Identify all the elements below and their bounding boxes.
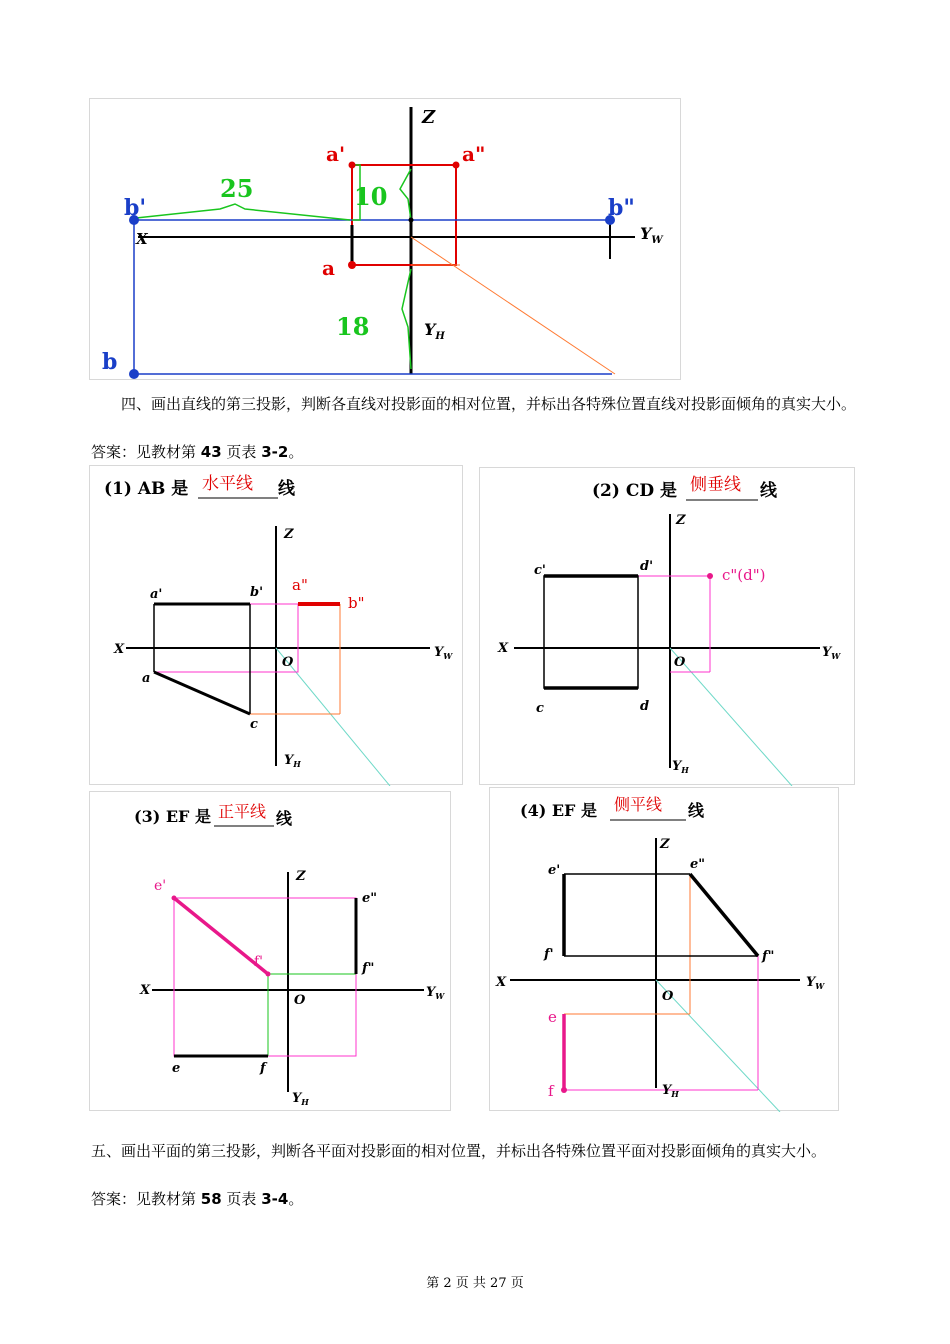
dim-10: 10 — [354, 182, 388, 211]
dim-18: 18 — [336, 312, 370, 341]
label-e: e — [172, 1061, 181, 1076]
axis-z-label: Z — [660, 837, 670, 852]
panel-4-answer: 侧平线 — [614, 795, 663, 814]
page-footer: 第 2 页 共 27 页 — [426, 1276, 524, 1291]
label-f2: f" — [762, 949, 775, 964]
axis-z-label: Z — [296, 869, 306, 884]
figure-projection-ab — [89, 98, 681, 380]
panel-1-answer: 水平线 — [202, 474, 253, 494]
label-f1: f' — [254, 954, 264, 970]
origin-label: O — [282, 655, 294, 670]
panel-2-prefix: (2) CD 是 — [592, 481, 678, 501]
panel-4-suffix: 线 — [688, 801, 705, 820]
label-e1: e' — [548, 863, 561, 878]
panel-3-answer: 正平线 — [218, 802, 267, 821]
section4-answer: 答案：见教材第 43 页表 3-2。 — [91, 443, 304, 461]
section4-text: 四、画出直线的第三投影，判断各直线对投影面的相对位置，并标出各特殊位置直线对投影面倾角的真实大小。 — [121, 395, 857, 413]
origin-label: O — [662, 989, 674, 1004]
label-e: e — [548, 1008, 557, 1026]
label-e2: e" — [362, 891, 378, 906]
dim-25: 25 — [220, 174, 254, 203]
label-b: b — [102, 349, 118, 375]
axis-yh-label: $Y_H$ — [424, 320, 445, 342]
label-a2: a" — [462, 142, 486, 166]
panel-1-suffix: 线 — [278, 479, 295, 499]
label-a2: a" — [292, 576, 308, 594]
section5-answer: 答案：见教材第 58 页表 3-4。 — [91, 1190, 304, 1208]
section5-text: 五、画出平面的第三投影，判断各平面对投影面的相对位置，并标出各特殊位置平面对投影面倾角的真实大小。 — [91, 1142, 827, 1160]
panel-4-ef — [489, 787, 839, 1111]
axis-x-label: X — [136, 230, 148, 248]
axis-yw-label: $Y_W$ — [822, 645, 841, 661]
axis-yh-label: $Y_H$ — [662, 1083, 679, 1099]
axis-yh-label: $Y_H$ — [672, 759, 689, 775]
label-b1: b' — [124, 195, 147, 221]
panel-2-suffix: 线 — [760, 481, 777, 501]
label-cd2: c"(d") — [722, 566, 766, 584]
label-d: d — [640, 699, 650, 714]
label-e1: e' — [154, 878, 167, 894]
axis-yw-label: $Y_W$ — [434, 645, 453, 661]
label-a1: a' — [326, 142, 346, 166]
axis-yw-label: $Y_W$ — [640, 224, 663, 246]
label-f2: f" — [362, 961, 375, 976]
panel-3-suffix: 线 — [276, 809, 293, 828]
label-a1: a' — [150, 587, 163, 602]
label-e2: e" — [690, 857, 706, 872]
label-f1: f' — [544, 947, 554, 962]
panel-4-prefix: (4) EF 是 — [520, 801, 597, 820]
label-a: a — [322, 256, 335, 280]
label-b2: b" — [608, 195, 635, 221]
panel-2-answer: 侧垂线 — [690, 475, 741, 495]
axis-yw-label: $Y_W$ — [426, 985, 445, 1001]
label-c: c — [536, 701, 544, 716]
label-d1: d' — [640, 559, 654, 574]
panel-3-prefix: (3) EF 是 — [134, 807, 211, 826]
axis-z-label: Z — [284, 527, 294, 542]
axis-x-label: X — [498, 641, 509, 656]
axis-yh-label: $Y_H$ — [284, 753, 301, 769]
origin-label: O — [674, 655, 686, 670]
panel-2-cd — [479, 467, 855, 785]
axis-z-label: Z — [676, 513, 686, 528]
axis-yw-label: $Y_W$ — [806, 975, 825, 991]
panel-3-ef — [89, 791, 451, 1111]
axis-z-label: Z — [422, 107, 436, 128]
panel-1-ab — [89, 465, 463, 785]
label-c: c — [250, 717, 258, 732]
panel-1-prefix: (1) AB 是 — [104, 479, 189, 499]
label-f: f — [260, 1061, 266, 1076]
label-c1: c' — [534, 563, 546, 578]
label-b2: b" — [348, 594, 365, 612]
axis-x-label: X — [114, 642, 125, 657]
origin-label: O — [294, 993, 306, 1008]
axis-yh-label: $Y_H$ — [292, 1091, 309, 1107]
label-a: a — [142, 671, 151, 686]
axis-x-label: X — [140, 983, 151, 998]
label-b1: b' — [250, 585, 264, 600]
label-f: f — [548, 1082, 554, 1100]
axis-x-label: X — [496, 975, 507, 990]
